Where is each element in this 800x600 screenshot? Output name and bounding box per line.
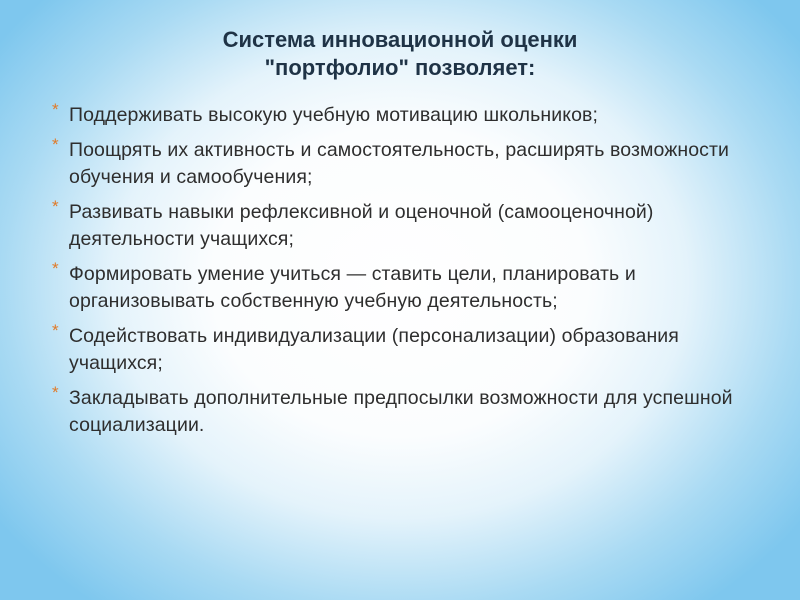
bullet-text: Содействовать индивидуализации (персонализации) образования учащихся; (69, 325, 679, 374)
asterisk-bullet-icon: * (52, 135, 59, 154)
asterisk-bullet-icon: * (52, 259, 59, 278)
bullet-list (52, 102, 762, 439)
asterisk-bullet-icon: * (52, 197, 59, 216)
bullet-text: Закладывать дополнительные предпосылки возможности для успешной социализации. (69, 387, 733, 436)
asterisk-bullet-icon: * (52, 321, 59, 340)
bullet-item (52, 102, 762, 129)
bullet-item (52, 323, 762, 377)
bullet-item (52, 261, 762, 315)
bullet-text: Поддерживать высокую учебную мотивацию школьников; (69, 104, 598, 126)
bullet-item (52, 385, 762, 439)
bullet-item (52, 137, 762, 191)
bullet-text: Развивать навыки рефлексивной и оценочной (самооценочной) деятельности учащихся; (69, 201, 654, 250)
bullet-text: Формировать умение учиться — ставить цели, планировать и организовывать собственную учебную деятельность; (69, 263, 636, 312)
bullet-item (52, 199, 762, 253)
slide-title: Система инновационной оценки "портфолио" позволяет: (222, 27, 578, 80)
asterisk-bullet-icon: * (52, 383, 59, 402)
asterisk-bullet-icon: * (52, 100, 59, 119)
bullet-text: Поощрять их активность и самостоятельность, расширять возможности обучения и самообучения; (69, 139, 730, 188)
